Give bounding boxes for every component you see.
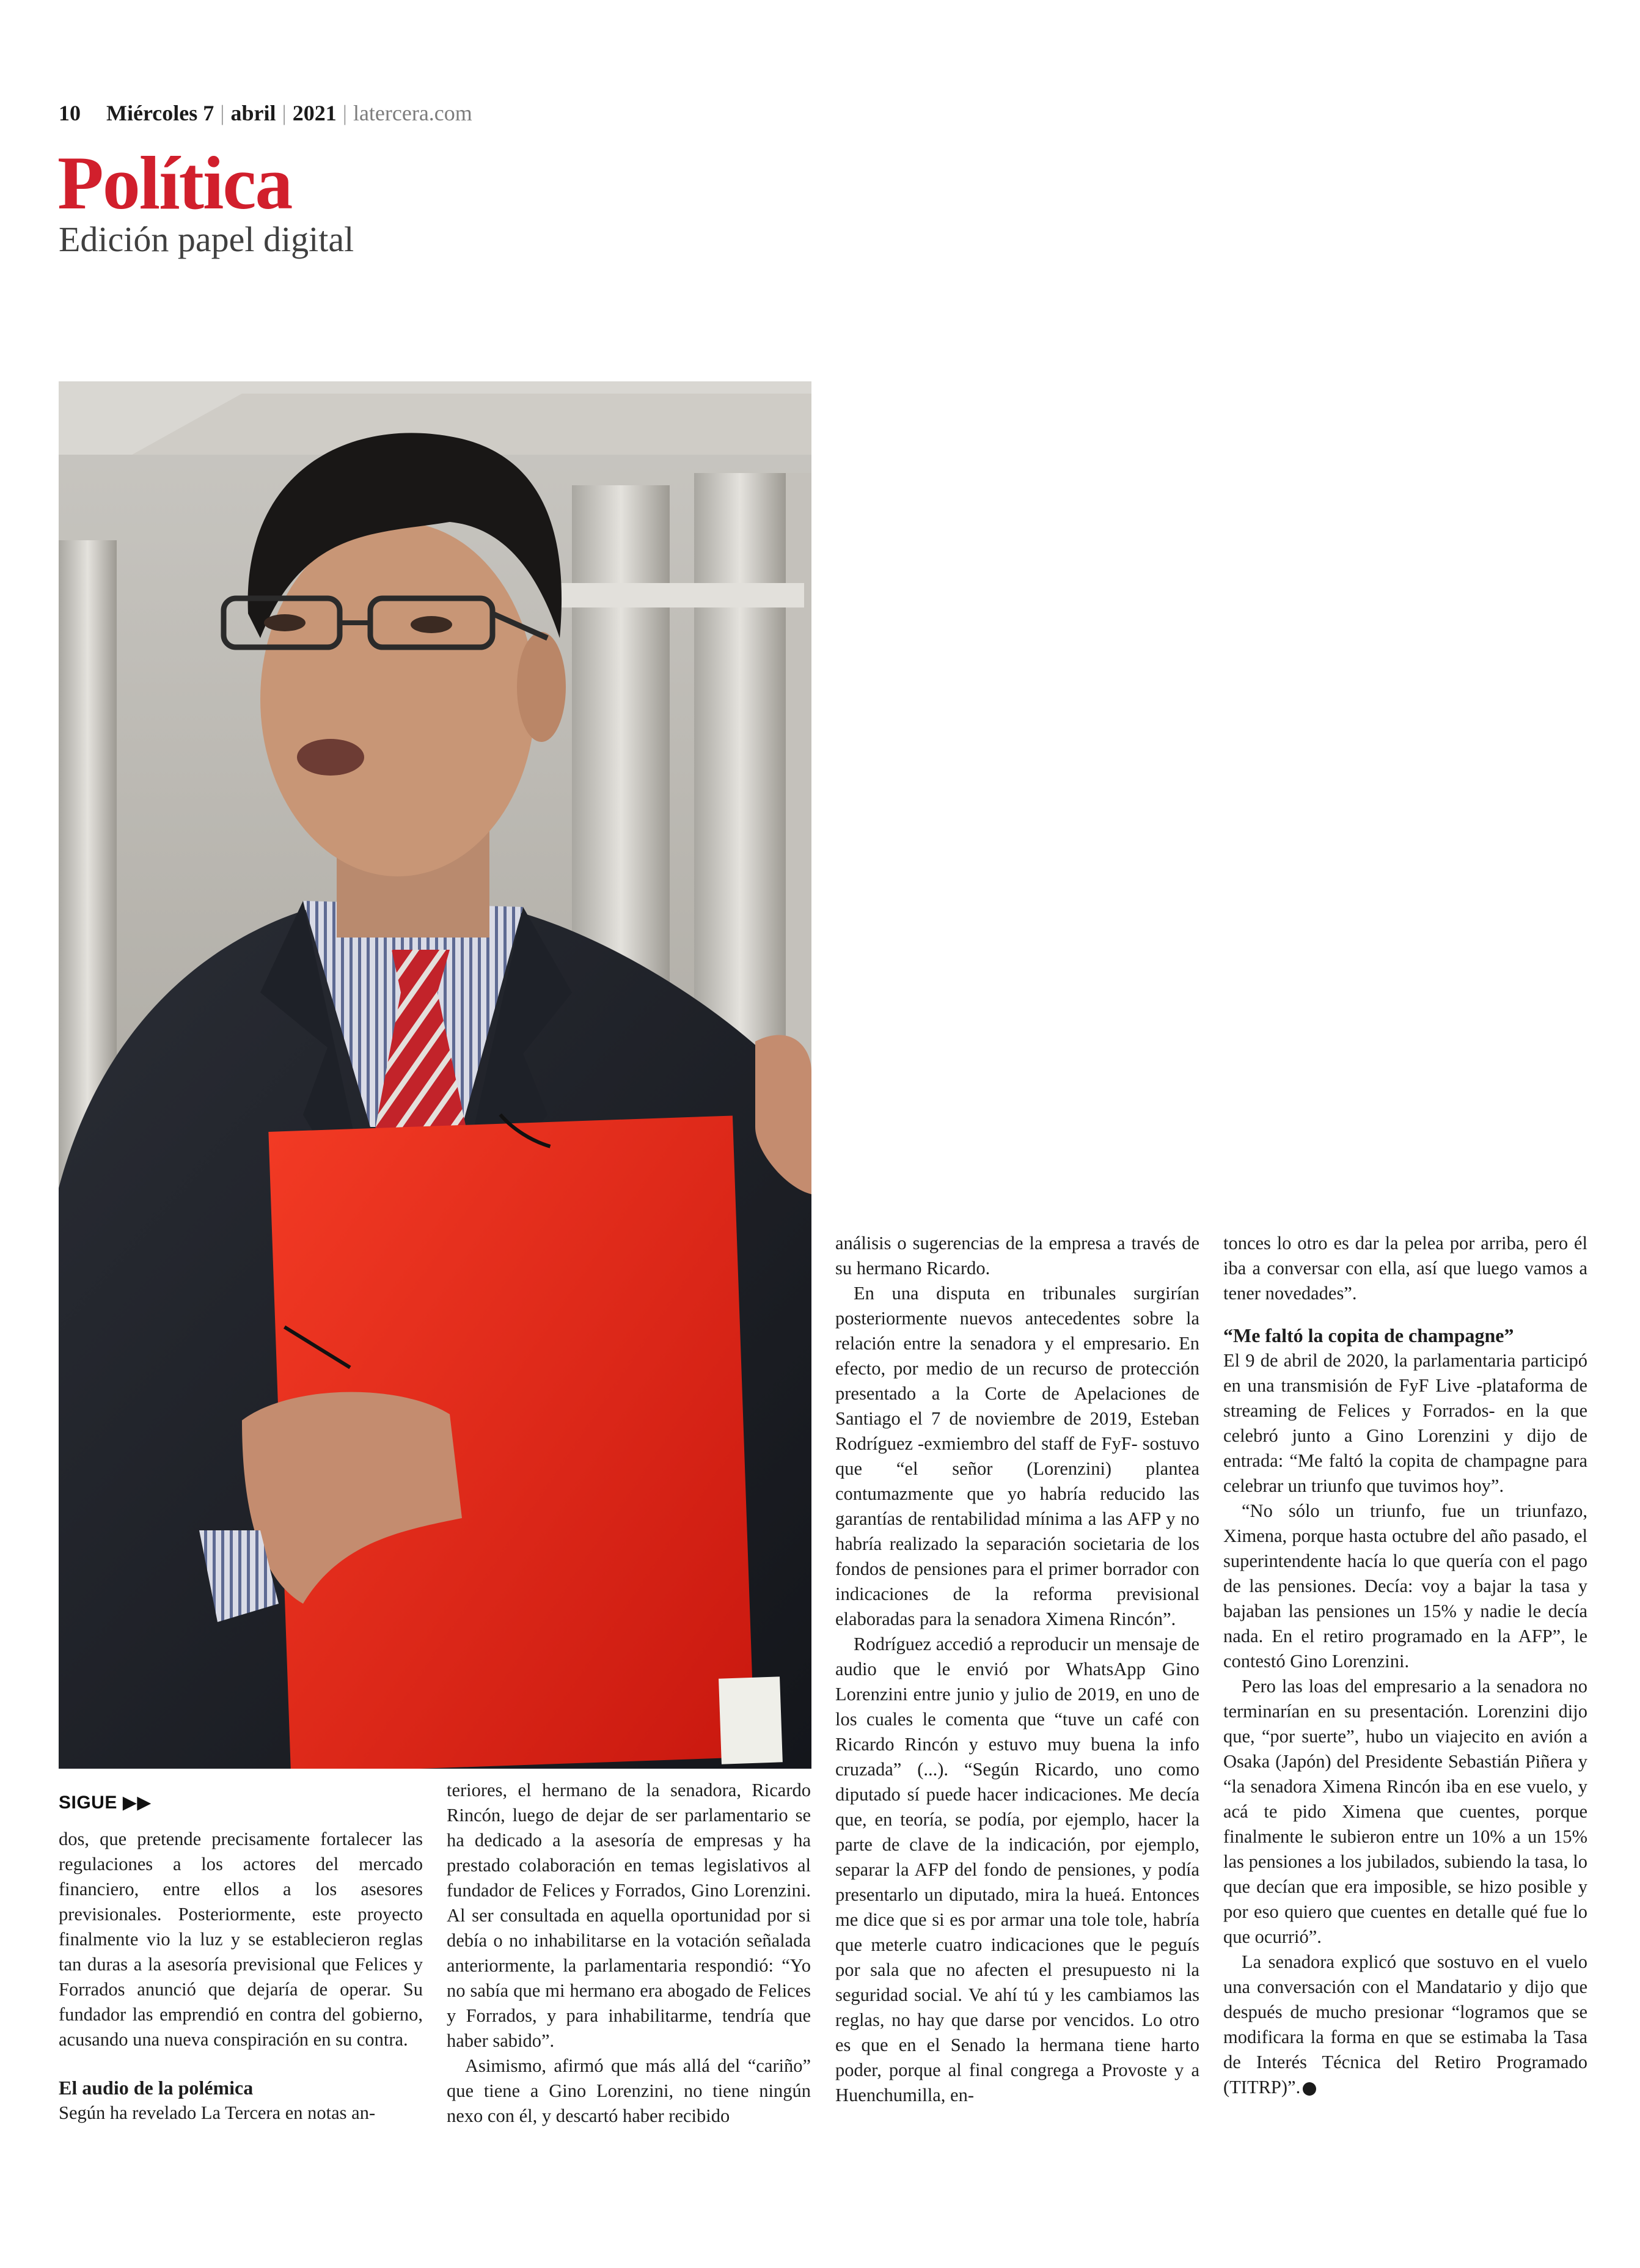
continue-marker: SIGUE ▶▶ (59, 1793, 152, 1813)
paragraph: En una disputa en tribunales surgirían posteriormente nuevos antecedentes sobre la relación entre la senadora y el empresario. En efecto, por medio de un recurso de protección presentado a la Corte de Apelaciones de Santiago el 7 de noviembre de 2019, Esteban Rodríguez -exmiembro del staff de FyF- sostuvo que “el señor (Lorenzini) plantea contumazmente que yo habría reducido las garantías de rentabilidad mínima a las AFP y no habría realizado la separación societaria de los fondos de pensiones para el primer borrador con indicaciones de la reforma previsional elaboradas para la senadora Ximena Rincón”. (835, 1283, 1199, 1629)
article-column-3 (835, 1231, 1199, 2108)
article-photo (59, 381, 811, 1769)
date-month: abril (230, 101, 276, 125)
photo-man-red-folder (59, 381, 811, 1769)
paragraph: teriores, el hermano de la senadora, Ricardo Rincón, luego de dejar de ser parlamentario se ha dedicado a la asesoría de empresas y ha prestado colaboración en temas legislativos al fundador de Felices y Forrados, Gino Lorenzini. Al ser consultada en aquella oportunidad por si debía o no inhabilitarse en la votación señalada anteriormente, la parlamentaria respondió: “Yo no sabía que mi hermano era abogado de Felices y Forrados, y para inhabilitarme, tendría que haber sabido”. (447, 1780, 811, 2051)
folio-separator: | (282, 101, 287, 125)
paragraph: análisis o sugerencias de la empresa a través de su hermano Ricardo. (835, 1233, 1199, 1279)
section-title: Política (57, 141, 292, 225)
end-mark-icon (1303, 2082, 1316, 2096)
paragraph: El 9 de abril de 2020, la parlamentaria participó en una transmisión de FyF Live -plataforma de streaming de Felices y Forrados- en la que celebró junto a Gino Lorenzini y dijo de entrada: “Me faltó la copita de champagne para celebrar un triunfo que tuvimos hoy”. (1223, 1350, 1587, 1496)
paragraph: “No sólo un triunfo, fue un triunfazo, Ximena, porque hasta octubre del año pasado, el superintendente hacía lo que quería con el pago de las pensiones. Decía: voy a bajar la tasa y bajaban las pensiones un 15% y nadie le decía nada. En el retiro programado en la AFP”, le contestó Gino Lorenzini. (1223, 1500, 1587, 1672)
site-link[interactable]: latercera.com (353, 101, 472, 125)
subheading: “Me faltó la copita de champagne” (1223, 1324, 1514, 1346)
subheading: El audio de la polémica (59, 2077, 254, 2099)
article-column-4 (1223, 1231, 1587, 2100)
article-column-2 (447, 1778, 811, 2129)
paragraph: Pero las loas del empresario a la senadora no terminarían en su presentación. Lorenzini dijo que, “por suerte”, hubo un viajecito en avión a Osaka (Japón) del Presidente Sebastián Piñera y “la senadora Ximena Rincón iba en ese vuelo, y acá te pido Ximena que cuentes, porque finalmente le subieron entre un 10% a un 15% las pensiones a los jubilados, subiendo la tasa, lo que decían que era imposible, se hizo posible y por eso quiero que cuentes en detalle qué fue lo que ocurrió”. (1223, 1676, 1587, 1947)
folio-separator: | (220, 101, 225, 125)
article-column-1 (59, 1827, 423, 2126)
paragraph: Asimismo, afirmó que más allá del “cariño” que tiene a Gino Lorenzini, no tiene ningún nexo con él, y descartó haber recibido (447, 2055, 811, 2126)
date-weekday-day: Miércoles 7 (106, 101, 214, 125)
date-year: 2021 (292, 101, 337, 125)
paragraph (1223, 1950, 1587, 2100)
paragraph: Según ha revelado La Tercera en notas an- (59, 2102, 376, 2123)
page-folio (59, 100, 472, 126)
paragraph-text: La senadora explicó que sostuvo en el vuelo una conversación con el Mandatario y dijo que después de mucho presionar “logramos que se modificara la forma en que se estimaba la Tasa de Interés Técnica del Retiro Programado (TITRP)”. (1223, 1951, 1587, 2097)
section-subtitle: Edición papel digital (59, 219, 354, 259)
folio-separator: | (342, 101, 347, 125)
page-number: 10 (59, 101, 81, 125)
paragraph: tonces lo otro es dar la pelea por arriba, pero él iba a conversar con ella, así que luego vamos a tener novedades”. (1223, 1233, 1587, 1304)
paragraph: dos, que pretende precisamente fortalecer las regulaciones a los actores del mercado financiero, entre ellos a los asesores previsionales. Posteriormente, este proyecto finalmente vio la luz y se establecieron reglas tan duras a la asesoría previsional que Felices y Forrados anunció que dejaría de operar. Su fundador las emprendió en contra del gobierno, acusando una nueva conspiración en su contra. (59, 1829, 423, 2050)
paragraph: Rodríguez accedió a reproducir un mensaje de audio que le envió por WhatsApp Gino Lorenzini entre junio y julio de 2019, en uno de los cuales le comenta que “tuve un café con Ricardo Rincón y estuvo muy buena la info cruzada” (...). “Según Ricardo, uno como diputado sí puede hacer indicaciones. Me decía que, en teoría, se podía, por ejemplo, hacer la parte de clave de la indicación, por ejemplo, separar la AFP del fondo de pensiones, y podía presentarlo un diputado, mira la hueá. Entonces me dice que si es por armar una tole tole, habría que meterle cuatro indicaciones que le peguís por sala que no afecten el presupuesto ni la seguridad social. Ve ahí tú y les cambiamos las reglas, no hay que darse por vencidos. Lo otro es que en el Senado la hermana tiene harto poder, porque al final congrega a Provoste y a Huenchumilla, en- (835, 1634, 1199, 2105)
